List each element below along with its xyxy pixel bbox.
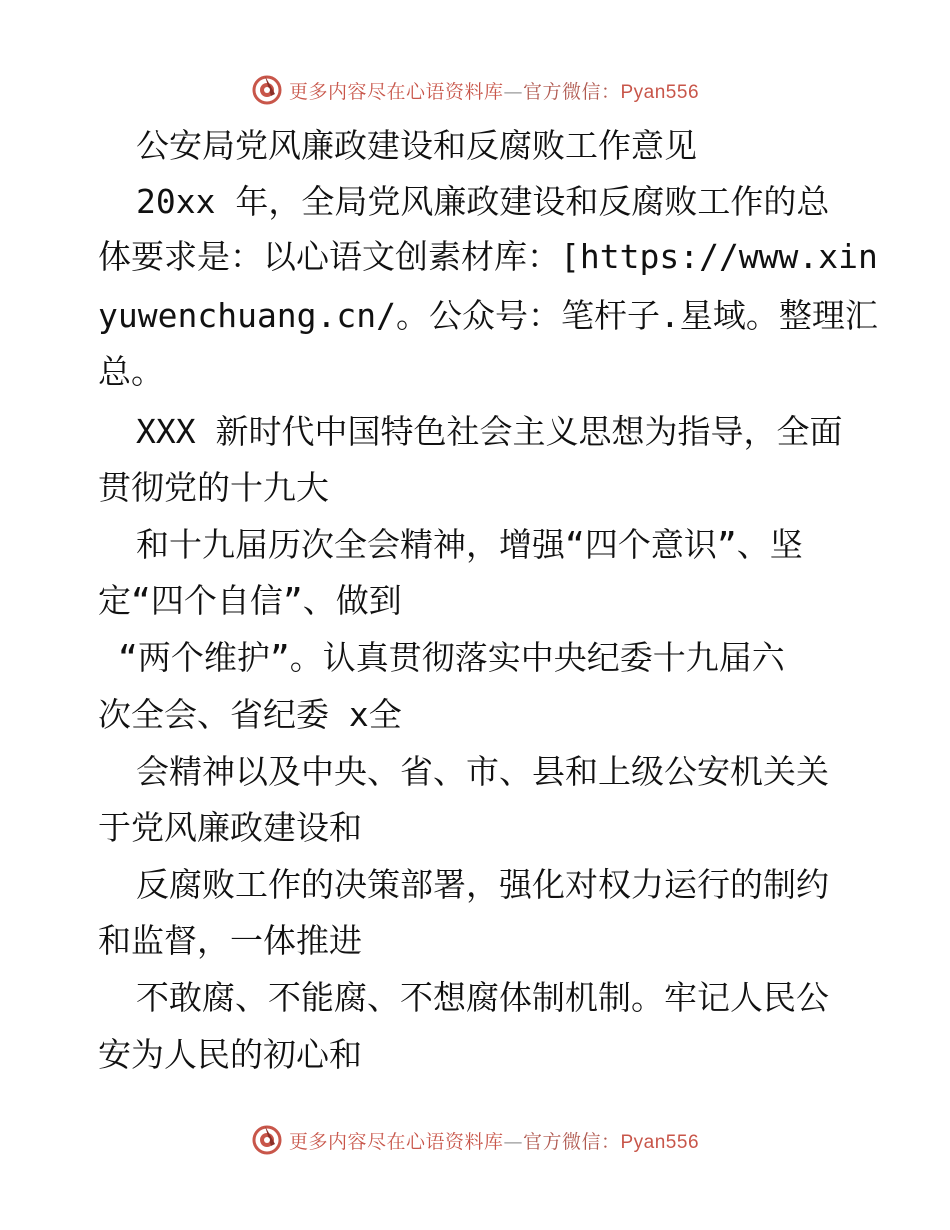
text-line: 不敢腐、不能腐、不想腐体制机制。牢记人民公	[136, 978, 829, 1017]
text-line: 和监督，一体推进	[98, 921, 362, 960]
text-line: 贯彻党的十九大	[98, 468, 329, 507]
text-line: 会精神以及中央、省、市、县和上级公安机关关	[136, 752, 829, 791]
text-line: 和十九届历次全会精神，增强“四个意识”、坚	[136, 525, 803, 564]
watermark-text: 更多内容尽在心语资料库—官方微信：Pyan556	[288, 1130, 700, 1153]
logo-icon	[251, 74, 283, 106]
text-line: “两个维护”。认真贯彻落实中央纪委十九届六	[118, 638, 785, 677]
text-line: 反腐败工作的决策部署，强化对权力运行的制约	[136, 865, 829, 904]
text-line: 次全会、省纪委 x全	[98, 695, 402, 734]
logo-icon	[251, 1124, 283, 1156]
text-line: 定“四个自信”、做到	[98, 581, 402, 620]
text-line: yuwenchuang.cn/。公众号：笔杆子.星域。整理汇	[98, 296, 878, 335]
text-line: 总。	[98, 352, 164, 391]
watermark-text: 更多内容尽在心语资料库—官方微信：Pyan556	[288, 80, 700, 103]
text-line: 体要求是：以心语文创素材库：[https://www.xin	[98, 237, 878, 276]
document-title: 公安局党风廉政建设和反腐败工作意见	[136, 126, 697, 165]
text-line: XXX 新时代中国特色社会主义思想为指导，全面	[136, 412, 843, 451]
text-line: 20xx 年，全局党风廉政建设和反腐败工作的总	[136, 182, 830, 221]
text-line: 安为人民的初心和	[98, 1035, 362, 1074]
text-line: 于党风廉政建设和	[98, 808, 362, 847]
footer-watermark	[0, 1122, 950, 1158]
header-watermark	[0, 72, 950, 108]
